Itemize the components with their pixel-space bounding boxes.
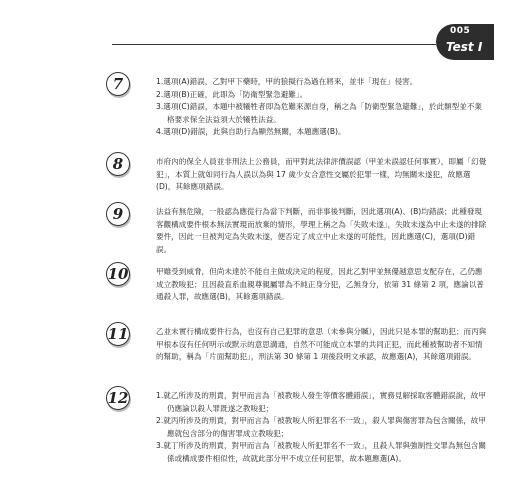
page-tab — [436, 24, 494, 60]
answer-paragraph: 1.選項(A)錯誤，乙對甲下藥時，甲的狼擬行為過在將來，並非「現在」侵害。 — [156, 77, 418, 86]
question-number-badge: 9 — [106, 202, 130, 226]
answer-paragraph: 甲雖受到威脅，但尚未達於不能自主做成決定的程度，因此乙對甲並無優越意思支配存在，乙仍應成立教唆犯；且因殺直系血親尊親屬罪為不純正身分犯，乙無身分，依第 31 條第 2 項，應論以普通殺人罪，故應選(B)，其餘選項錯誤。 — [156, 267, 484, 302]
answer-paragraph: 乙並未實行構成要件行為，也沒有自己犯罪的意思（未參與分贓），因此只是本罪的幫助犯；而丙與甲根本沒有任何明示或默示的意思溝通，自然不可能成立本罪的共同正犯，而此種被幫助者不知情的幫助，稱為「片面幫助犯」，刑法第 30 條第 1 項後段明文承認，故應選(A)，其餘選項錯誤。 — [156, 327, 487, 362]
answer-paragraph: 2.選項(B)正確，此即為「防衛型緊急避難」。 — [156, 89, 308, 99]
answer-text — [156, 206, 488, 256]
header-rule — [112, 44, 436, 45]
question-number-badge: 11 — [106, 322, 130, 346]
answer-paragraph: 市府內的保全人員並非刑法上公務員，而甲對此法律評價誤認（甲並未誤認任何事實），即屬「幻覺犯」，本質上就如同行為人誤以為與 17 歲少女合意性交屬於犯罪一樣，均無關未遂犯，故應選(D)，其餘應項錯誤。 — [156, 157, 487, 192]
page-number: 005 — [450, 26, 471, 36]
answer-paragraph: 3.就丁所涉及的刑責，對甲而言為「被教唆人所犯罪名不一致」，且殺人罪與強制性交罪為無包含關係或構成要件相似性，故就此部分甲不成立任何犯罪，故本題應選(A)。 — [156, 441, 486, 463]
answer-text — [156, 156, 488, 194]
question-number-badge: 8 — [106, 152, 130, 176]
answer-text — [156, 76, 488, 139]
answer-paragraph: 法益有無危險，一般認為應從行為當下判斷，而非事後判斷，因此選項(A)、(B)均錯誤；此種發現客觀構成要件根本無法實現而放棄的情形，學理上稱之為「失敗未遂」，失敗未遂為中止未遂的排除要件，因此一旦被判定為失敗未遂，便否定了成立中止未遂的可能性，因此應選(C)，選項(D)錯誤。 — [156, 207, 487, 254]
answer-text — [156, 326, 488, 364]
answer-paragraph: 3.選項(C)錯誤，本題中被犧牲者即為危難來源自身，稱之為「防衛型緊急避難」，於此類型並不業格要求保全法益須大於犧牲法益。 — [156, 102, 483, 124]
question-number-badge: 7 — [106, 72, 130, 96]
question-number-badge: 10 — [106, 262, 130, 286]
answer-text — [156, 390, 488, 466]
answer-paragraph: 1.就乙所涉及的刑責，對甲而言為「被教唆人發生等價客體錯誤」，實務見解採取客體錯誤說，故甲仍應論以殺人罪既遂之教唆犯； — [156, 391, 486, 413]
answer-paragraph: 4.選項(D)錯誤，此與自助行為顯然無關，本題應選(B)。 — [156, 127, 346, 137]
answer-text — [156, 266, 488, 304]
question-number-badge: 12 — [106, 386, 130, 410]
answer-paragraph: 2.就丙所涉及的刑責，對甲而言為「被教唆人所犯罪名不一致」，殺人罪與傷害罪為包含關係，故甲應就包含部分的傷害罪成立教唆犯； — [156, 416, 486, 438]
section-label: Test I — [446, 40, 483, 54]
